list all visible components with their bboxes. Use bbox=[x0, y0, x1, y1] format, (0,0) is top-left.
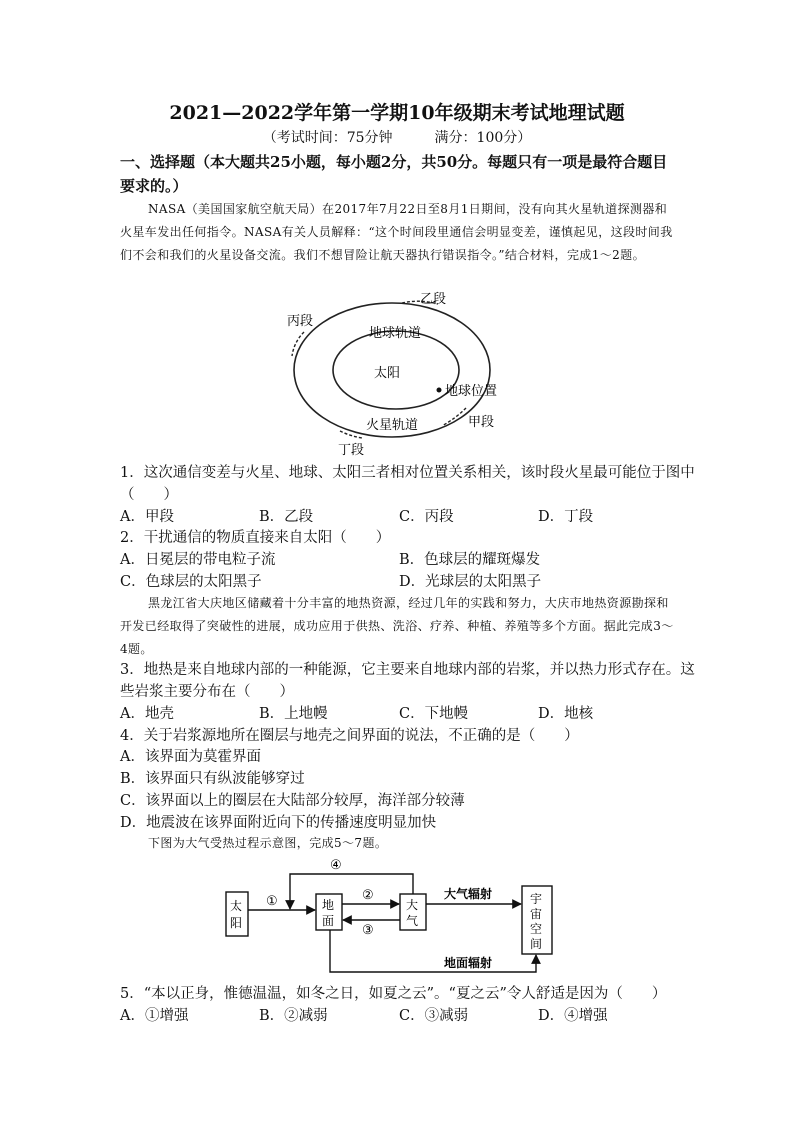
ground-radiation-arrow bbox=[330, 930, 536, 972]
q2-option-a[interactable]: A．日冕层的带电粒子流 bbox=[120, 552, 276, 568]
q3-option-b[interactable]: B．上地幔 bbox=[259, 706, 328, 722]
earth-position-label: 地球位置 bbox=[445, 384, 498, 399]
earth-position-dot bbox=[437, 388, 442, 393]
q4-option-a[interactable]: A．该界面为莫霍界面 bbox=[120, 749, 261, 765]
q5-option-c[interactable]: C．③减弱 bbox=[399, 1008, 469, 1024]
q3-option-a[interactable]: A．地壳 bbox=[120, 706, 174, 722]
q2-option-b[interactable]: B．色球层的耀斑爆发 bbox=[399, 552, 541, 568]
orbit-diagram bbox=[270, 290, 520, 460]
q3-stem-cont: 些岩浆主要分布在（ ） bbox=[120, 684, 294, 700]
atmospheric-radiation-label: 大气辐射 bbox=[444, 887, 493, 901]
atmosphere-char-1: 大 bbox=[406, 898, 419, 912]
q5-option-d[interactable]: D．④增强 bbox=[538, 1008, 608, 1024]
bing-label: 丙段 bbox=[287, 314, 314, 329]
ground-char-1: 地 bbox=[322, 898, 335, 912]
label-2: ② bbox=[362, 888, 374, 903]
q1-option-b[interactable]: B．乙段 bbox=[259, 509, 314, 525]
jia-label: 甲段 bbox=[468, 415, 495, 430]
q2-option-c[interactable]: C．色球层的太阳黑子 bbox=[120, 574, 262, 590]
space-char-1: 宇 bbox=[530, 892, 543, 906]
q2-option-d[interactable]: D．光球层的太阳黑子 bbox=[399, 574, 542, 590]
q1-stem: 1．这次通信变差与火星、地球、太阳三者相对位置关系相关，该时段火星最可能位于图中 bbox=[120, 465, 695, 481]
exam-info: （考试时间：75分钟 满分：100分） bbox=[262, 130, 532, 146]
atmosphere-char-2: 气 bbox=[406, 914, 419, 928]
q5-stem: 5．“本以正身，惟德温温，如冬之日，如夏之云”。“夏之云”令人舒适是因为（ ） bbox=[120, 986, 667, 1002]
heating-process-diagram bbox=[218, 852, 558, 980]
q3-option-c[interactable]: C．下地幔 bbox=[399, 706, 469, 722]
mars-orbit-label: 火星轨道 bbox=[366, 418, 419, 433]
space-char-4: 间 bbox=[530, 937, 543, 951]
q1-stem-cont: （ ） bbox=[120, 487, 178, 503]
q4-option-b[interactable]: B．该界面只有纵波能够穿过 bbox=[120, 771, 305, 787]
yi-label: 乙段 bbox=[420, 292, 447, 307]
q3-option-d[interactable]: D．地核 bbox=[538, 706, 594, 722]
ground-radiation-label: 地面辐射 bbox=[444, 956, 493, 970]
space-char-3: 空 bbox=[530, 922, 543, 936]
sun-char-1: 太 bbox=[230, 899, 243, 913]
q1-option-c[interactable]: C．丙段 bbox=[399, 509, 454, 525]
material-1: NASA（美国国家航空航天局）在2017年7月22日至8月1日期间，没有向其火星轨道探测器和火星车发出任何指令。NASA有关人员解释：“这个时间段里通信会明显变差，谨慎起见，这段时间我们不会和我们的火星设备交流。我们不想冒险让航天器执行错误指令。”结合材料，完成1～2题。 bbox=[120, 202, 673, 262]
q4-option-c[interactable]: C．该界面以上的圈层在大陆部分较厚，海洋部分较薄 bbox=[120, 793, 465, 809]
ding-label: 丁段 bbox=[338, 443, 365, 458]
label-1: ① bbox=[266, 894, 278, 909]
label-4: ④ bbox=[330, 858, 342, 873]
page-title: 2021—2022学年第一学期10年级期末考试地理试题 bbox=[169, 102, 625, 124]
q4-stem: 4．关于岩浆源地所在圈层与地壳之间界面的说法，不正确的是（ ） bbox=[120, 728, 579, 744]
material-2: 黑龙江省大庆地区储藏着十分丰富的地热资源，经过几年的实践和努力，大庆市地热资源勘探和开发已经取得了突破性的进展，成功应用于供热、洗浴、疗养、种植、养殖等多个方面。据此完成3～4题。 bbox=[120, 596, 674, 656]
earth-orbit-label: 地球轨道 bbox=[369, 326, 422, 341]
sun-char-2: 阳 bbox=[230, 916, 243, 930]
material-3: 下图为大气受热过程示意图，完成5～7题。 bbox=[148, 836, 388, 850]
ding-segment bbox=[340, 431, 362, 438]
q5-option-a[interactable]: A．①增强 bbox=[120, 1008, 189, 1024]
q4-option-d[interactable]: D．地震波在该界面附近向下的传播速度明显加快 bbox=[120, 815, 437, 831]
q1-option-d[interactable]: D．丁段 bbox=[538, 509, 594, 525]
q5-option-b[interactable]: B．②减弱 bbox=[259, 1008, 328, 1024]
sun-label: 太阳 bbox=[374, 366, 401, 381]
label-3: ③ bbox=[362, 923, 374, 938]
section-heading: 一、选择题（本大题共25小题，每小题2分，共50分。每题只有一项是最符合题目要求的。） bbox=[120, 153, 668, 195]
q3-stem: 3．地热是来自地球内部的一种能源，它主要来自地球内部的岩浆，并以热力形式存在。这 bbox=[120, 662, 695, 678]
ground-char-2: 面 bbox=[322, 914, 335, 928]
space-char-2: 宙 bbox=[530, 907, 543, 921]
q1-option-a[interactable]: A．甲段 bbox=[120, 509, 174, 525]
q2-stem: 2．干扰通信的物质直接来自太阳（ ） bbox=[120, 530, 391, 546]
